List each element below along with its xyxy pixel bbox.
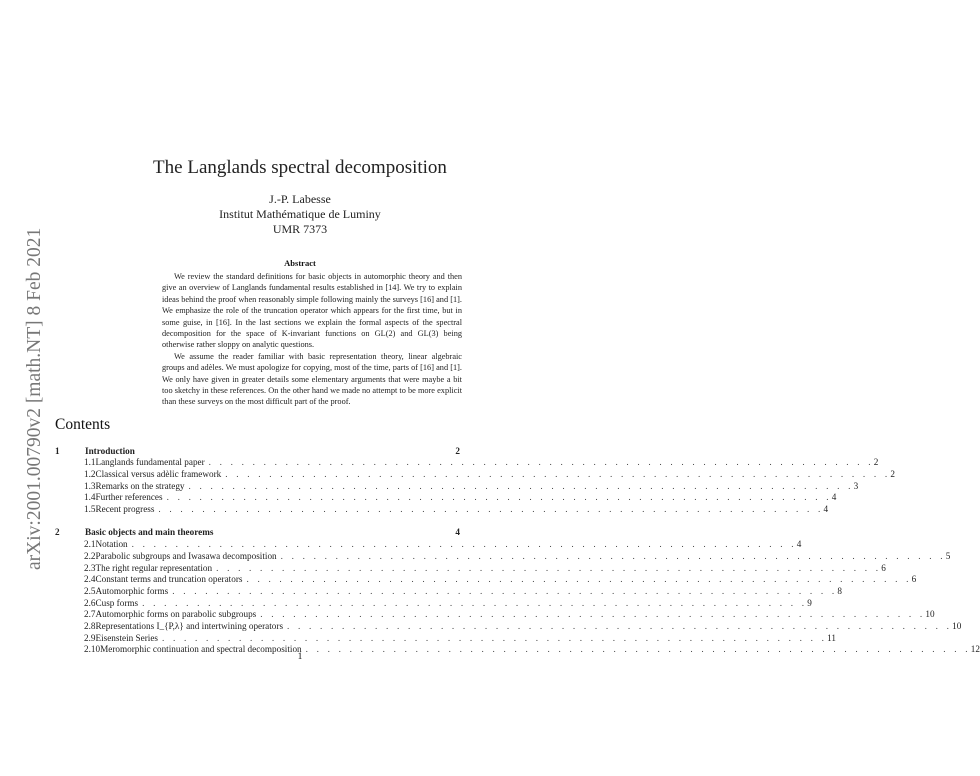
toc-entry-number: 1.5 [84, 503, 96, 514]
toc-section-title: Introduction [85, 445, 135, 456]
toc-entry-2-4[interactable] [55, 573, 917, 585]
toc-entry-page: 2 [873, 457, 879, 468]
abstract-paragraph: We review the standard definitions for basic objects in automorphic theory and then give an overview of Langlands fundamental results established in [14]. We try to explain ideas behind the proof when reasonably simple following mainly the surveys [16] and [1]. We emphasize the role of the truncation operator which appears for the first time, but in some guise, in [16]. In the last sections we explain the formal aspects of the spectral decomposition for the space of K-invariant functions on GL(2) and GL(3) being otherwise rather sloppy on analytic questions. [162, 272, 462, 350]
toc-entry-title: Constant terms and truncation operators [95, 574, 243, 585]
toc-entry-title: The right regular representation [95, 562, 213, 573]
toc-leader-dots: . . . . . . . . . . . . . . . . . . . . . . . . . . . . . . . . . . . . . . . . . . . . . . . . . . . . . . . . . . . . . [166, 492, 832, 503]
toc-entry-title: Notation [95, 539, 128, 550]
author-affiliation: Institut Mathématique de Luminy [219, 207, 381, 221]
toc-section-page: 4 [455, 527, 460, 538]
toc-leader-dots: . . . . . . . . . . . . . . . . . . . . . . . . . . . . . . . . . . . . . . . . . . . . . . . . . . . . . . . . . . . . . [188, 480, 854, 491]
toc-entry-page: 3 [853, 480, 859, 491]
toc-leader-dots: . . . . . . . . . . . . . . . . . . . . . . . . . . . . . . . . . . . . . . . . . . . . . . . . . . . . . . . . . . . . . [131, 539, 797, 550]
toc-entry-title: Representations I_{P,λ} and intertwining operators [95, 620, 284, 631]
toc-entry-2-1[interactable] [55, 537, 802, 550]
toc-entry-2-8[interactable] [55, 619, 962, 631]
toc-leader-dots: . . . . . . . . . . . . . . . . . . . . . . . . . . . . . . . . . . . . . . . . . . . . . . . . . . . . . . . . . . . . . [225, 468, 891, 479]
toc-leader-dots: . . . . . . . . . . . . . . . . . . . . . . . . . . . . . . . . . . . . . . . . . . . . . . . . . . . . . . . . . . . . . [208, 457, 874, 468]
toc-entry-1-5[interactable] [55, 502, 829, 514]
toc-entry-number: 2.4 [84, 574, 96, 585]
toc-leader-dots: . . . . . . . . . . . . . . . . . . . . . . . . . . . . . . . . . . . . . . . . . . . . . . . . . . . . . . . . . . . . . [162, 632, 828, 643]
toc-entry-2-7[interactable] [55, 608, 935, 620]
toc-leader-dots: . . . . . . . . . . . . . . . . . . . . . . . . . . . . . . . . . . . . . . . . . . . . . . . . . . . . . . . . . . . . . [158, 503, 824, 514]
toc-leader-dots: . . . . . . . . . . . . . . . . . . . . . . . . . . . . . . . . . . . . . . . . . . . . . . . . . . . . . . . . . . . . . [305, 644, 971, 655]
toc-entry-page: 4 [823, 503, 829, 514]
toc-entry-1-4[interactable] [55, 491, 837, 503]
toc-entry-2-5[interactable] [55, 584, 842, 596]
toc-entry-page: 6 [911, 574, 917, 585]
toc-entry-page: 6 [881, 562, 886, 573]
toc-leader-dots: . . . . . . . . . . . . . . . . . . . . . . . . . . . . . . . . . . . . . . . . . . . . . . . . . . . . . . . . . . . . . [246, 574, 912, 585]
page-number: 1 [297, 652, 303, 662]
author-name: J.-P. Labesse [269, 192, 331, 206]
toc-section-page: 2 [455, 445, 460, 456]
toc-entry-page: 4 [831, 492, 837, 503]
toc-entry-page: 8 [837, 585, 842, 596]
arxiv-identifier: arXiv:2001.00790v2 [math.NT] 8 Feb 2021 [24, 227, 45, 570]
toc-leader-dots: . . . . . . . . . . . . . . . . . . . . . . . . . . . . . . . . . . . . . . . . . . . . . . . . . . . . . . . . . . . . . [172, 585, 838, 596]
paper-title: The Langlands spectral decomposition [153, 157, 447, 178]
toc-entry-number: 2.3 [84, 562, 96, 573]
toc-leader-dots: . . . . . . . . . . . . . . . . . . . . . . . . . . . . . . . . . . . . . . . . . . . . . . . . . . . . . . . . . . . . . [280, 550, 946, 561]
toc-section-1[interactable] [55, 442, 460, 456]
toc-entry-number: 1.1 [84, 457, 96, 468]
toc-entry-title: Remarks on the strategy [95, 480, 185, 491]
toc-entry-number: 1.2 [84, 468, 96, 479]
toc-entry-page: 2 [890, 468, 895, 479]
toc-entry-title: Cusp forms [95, 597, 139, 608]
toc-section-number: 2 [55, 527, 60, 538]
toc-entry-page: 9 [807, 597, 812, 608]
toc-entry-number: 2.6 [84, 597, 96, 608]
toc-entry-title: Further references [95, 492, 163, 503]
toc-entry-1-3[interactable] [55, 479, 859, 491]
toc-section-title: Basic objects and main theorems [85, 527, 214, 538]
toc-entry-number: 2.2 [84, 550, 96, 561]
toc-entry-page: 11 [827, 632, 836, 643]
abstract-paragraph: We assume the reader familiar with basic representation theory, linear algebraic groups and adèles. We must apologize for copying, most of the time, parts of [16] and [1]. We only have given in greater details some elementary arguments that were maybe a bit too sketchy in these references. On the other hand we made no attempt to be more explicit than these surveys on the most difficult part of the proof. [162, 351, 462, 407]
toc-entry-title: Meromorphic continuation and spectral decomposition [100, 644, 302, 655]
table-of-contents [55, 442, 980, 655]
toc-entry-number: 2.8 [84, 620, 96, 631]
toc-entry-title: Langlands fundamental paper [95, 457, 205, 468]
toc-entry-number: 1.4 [84, 492, 96, 503]
toc-entry-number: 2.9 [84, 632, 96, 643]
toc-entry-page: 4 [796, 539, 802, 550]
toc-entry-title: Parabolic subgroups and Iwasawa decomposition [95, 550, 277, 561]
toc-leader-dots: . . . . . . . . . . . . . . . . . . . . . . . . . . . . . . . . . . . . . . . . . . . . . . . . . . . . . . . . . . . . . [216, 562, 882, 573]
toc-entry-1-1[interactable] [55, 456, 879, 468]
contents-heading: Contents [55, 416, 111, 433]
toc-entry-number: 2.10 [84, 644, 101, 655]
toc-entry-page: 12 [970, 644, 980, 655]
toc-leader-dots: . . . . . . . . . . . . . . . . . . . . . . . . . . . . . . . . . . . . . . . . . . . . . . . . . . . . . . . . . . . . . [260, 609, 926, 620]
toc-leader-dots: . . . . . . . . . . . . . . . . . . . . . . . . . . . . . . . . . . . . . . . . . . . . . . . . . . . . . . . . . . . . . [142, 597, 808, 608]
toc-entry-title: Recent progress [95, 503, 155, 514]
toc-entry-2-9[interactable] [55, 631, 836, 643]
toc-entry-page: 10 [925, 609, 935, 620]
toc-entry-number: 1.3 [84, 480, 96, 491]
author-unit: UMR 7373 [272, 222, 328, 236]
toc-entry-number: 2.5 [84, 585, 96, 596]
toc-section-2[interactable] [55, 524, 460, 538]
toc-entry-number: 2.1 [84, 539, 96, 550]
toc-entry-2-3[interactable] [55, 561, 886, 573]
toc-entry-page: 10 [952, 620, 962, 631]
toc-leader-dots: . . . . . . . . . . . . . . . . . . . . . . . . . . . . . . . . . . . . . . . . . . . . . . . . . . . . . . . . . . . . . [287, 620, 953, 631]
toc-entry-title: Classical versus adèlic framework [95, 468, 222, 479]
abstract-heading: Abstract [284, 258, 316, 268]
toc-entry-title: Automorphic forms on parabolic subgroups [95, 609, 257, 620]
toc-entry-2-2[interactable] [55, 549, 951, 561]
toc-entry-title: Automorphic forms [95, 585, 169, 596]
toc-entry-title: Eisenstein Series [95, 632, 158, 643]
toc-entry-2-6[interactable] [55, 596, 812, 608]
toc-entry-1-2[interactable] [55, 467, 895, 479]
toc-entry-number: 2.7 [84, 609, 96, 620]
toc-entry-page: 5 [945, 550, 951, 561]
toc-section-number: 1 [55, 445, 60, 456]
abstract-body [162, 271, 462, 408]
